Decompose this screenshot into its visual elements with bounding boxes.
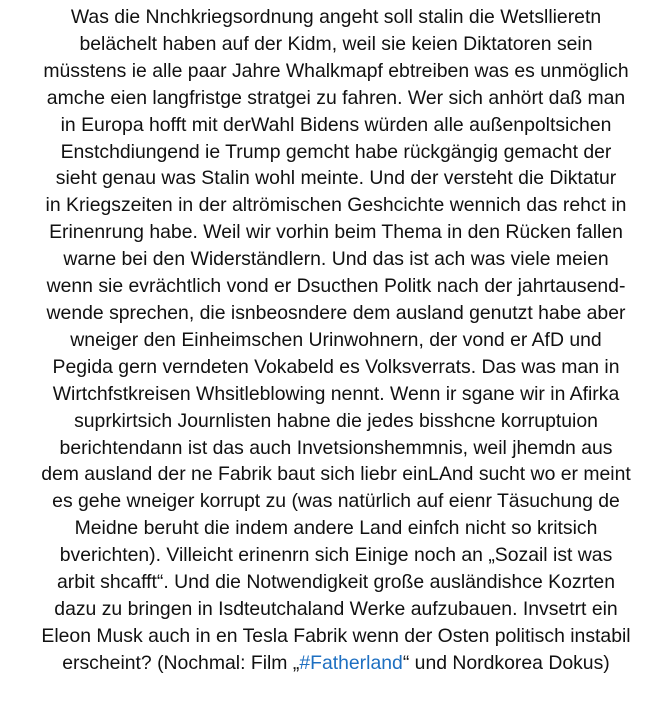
text-line: warne bei den Widerständlern. Und das ist ach was viele meien bbox=[63, 248, 609, 271]
last-text-line bbox=[3, 650, 669, 677]
text-line: Eleon Musk auch in en Tesla Fabrik wenn der Osten politisch instabil bbox=[41, 624, 631, 647]
text-line: müsstens ie alle paar Jahre Whalkmapf ebtreiben was es unmöglich bbox=[43, 59, 629, 82]
text-line: wneiger den Einheimschen Urinwohnern, der vond er AfD und bbox=[70, 328, 602, 351]
text-line: dazu zu bringen in Isdteutchaland Werke aufzubauen. Invsetrt ein bbox=[54, 597, 618, 620]
hashtag-link[interactable]: #Fatherland bbox=[299, 651, 403, 674]
text-line: in Europa hofft mit derWahl Bidens würden alle außenpoltsichen bbox=[60, 113, 612, 136]
text-line: bverichten). Villeicht erinenrn sich Einige noch an „Sozail ist was bbox=[59, 544, 613, 567]
text-line: Enstchdiungend ie Trump gemcht habe rückgängig gemacht der bbox=[60, 140, 612, 163]
text-line: Erinenrung habe. Weil wir vorhin beim Thema in den Rücken fallen bbox=[49, 221, 623, 244]
last-line-before: erscheint? (Nochmal: Film „ bbox=[62, 651, 300, 674]
text-line: amche eien langfristge stratgei zu fahren. Wer sich anhört daß man bbox=[46, 86, 626, 109]
text-line: arbit shcafft“. Und die Notwendigkeit große ausländishce Kozrten bbox=[57, 571, 615, 594]
text-line: Meidne beruht die indem andere Land einfch nicht so kritsich bbox=[74, 517, 598, 540]
text-line: belächelt haben auf der Kidm, weil sie keien Diktatoren sein bbox=[79, 32, 593, 55]
text-line: suprkirtsich Journlisten habne die jedes bisshcne korruptuion bbox=[74, 409, 598, 432]
text-line: Wirtchfstkreisen Whsitleblowing nennt. Wenn ir sgane wir in Afirka bbox=[52, 382, 620, 405]
text-line: Was die Nnchkriegsordnung angeht soll stalin die Wetsllieretn bbox=[70, 6, 602, 28]
text-line: berichtendann ist das auch Invetsionshemmnis, weil jhemdn aus bbox=[59, 436, 613, 459]
text-line: wenn sie evrächtlich vond er Dsucthen Politk nach der jahrtausend- bbox=[46, 275, 626, 298]
text-line: Pegida gern verndeten Vokabeld es Volksverrats. Das was man in bbox=[52, 355, 620, 378]
text-line: sieht genau was Stalin wohl meinte. Und der versteht die Diktatur bbox=[55, 167, 617, 190]
text-line: wende sprechen, die isnbeosndere dem ausland genutzt habe aber bbox=[46, 301, 626, 324]
text-line: dem ausland der ne Fabrik baut sich liebr einLAnd sucht wo er meint bbox=[41, 463, 631, 486]
text-line: es gehe wneiger korrupt zu (was natürlich auf eienr Täsuchung de bbox=[52, 490, 620, 513]
last-line-after: “ und Nordkorea Dokus) bbox=[402, 651, 610, 674]
text-line: in Kriegszeiten in der altrömischen Geshcichte wennich das rehct in bbox=[45, 194, 627, 217]
